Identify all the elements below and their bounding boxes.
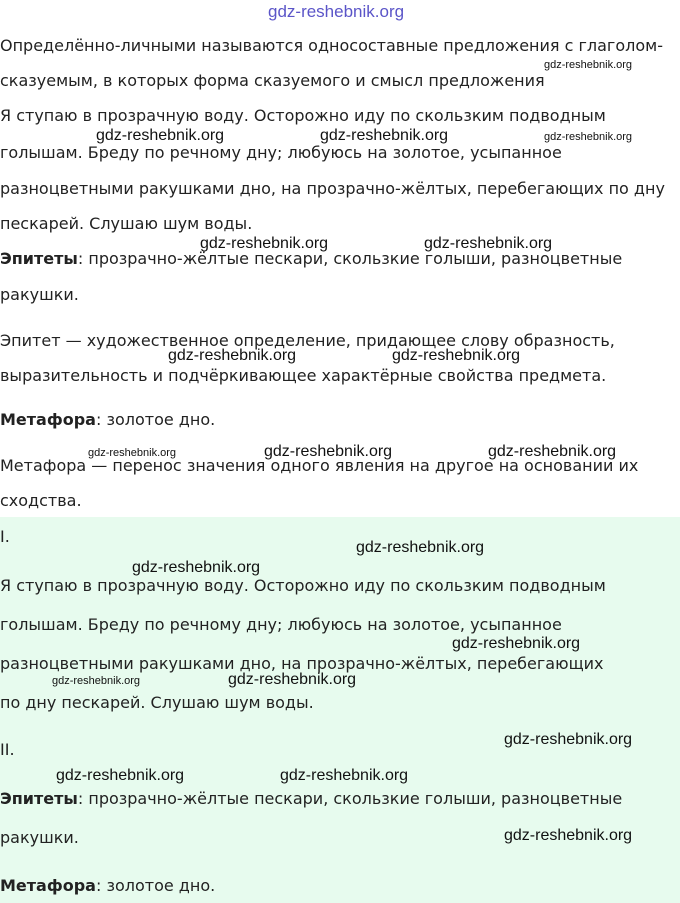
text-line-4: пескарей. Слушаю шум воды.: [0, 214, 253, 233]
text-line-1: Я ступаю в прозрачную воду. Осторожно иду по скользким подводным: [0, 106, 606, 125]
watermark: gdz-reshebnik.org: [504, 731, 633, 748]
watermark: gdz-reshebnik.org: [392, 347, 521, 364]
metaphor-definition-line-1: Метафора — перенос значения одного явления на другое на основании их: [0, 456, 639, 475]
definition-line-2: сказуемым, в которых форма сказуемого и смысл предложения: [0, 71, 545, 90]
metaphor-line: [0, 410, 215, 430]
answer-epithets-text: : прозрачно-жёлтые пескари, скользкие голыши, разноцветные: [77, 789, 623, 808]
answer-metaphor-label: Метафора: [0, 876, 96, 895]
watermark: gdz-reshebnik.org: [200, 235, 329, 252]
epithets-line-2: ракушки.: [0, 285, 79, 304]
watermark: gdz-reshebnik.org: [264, 443, 393, 460]
watermark: gdz-reshebnik.org: [356, 539, 485, 556]
answer-text-line-2: голышам. Бреду по речному дну; любуюсь на золотое, усыпанное: [0, 615, 562, 634]
epithets-text: : прозрачно-жёлтые пескари, скользкие голыши, разноцветные: [77, 249, 623, 268]
watermark: gdz-reshebnik.org: [56, 767, 185, 784]
definition-line-1: Определённо-личными называются односоставные предложения с глаголом-: [0, 36, 663, 55]
epithet-definition-line-1: Эпитет — художественное определение, придающее слову образность,: [0, 331, 615, 350]
watermark: gdz-reshebnik.org: [320, 127, 449, 144]
answer-text-line-3: разноцветными ракушками дно, на прозрачно-жёлтых, перебегающих: [0, 654, 604, 673]
answer-metaphor-line: [0, 876, 215, 896]
watermark: gdz-reshebnik.org: [88, 447, 177, 459]
watermark: gdz-reshebnik.org: [280, 767, 409, 784]
answer-epithets-line-2: ракушки.: [0, 828, 79, 847]
watermark: gdz-reshebnik.org: [132, 559, 261, 576]
epithets-label: Эпитеты: [0, 249, 78, 268]
roman-numeral-2: II.: [0, 740, 15, 759]
metaphor-label: Метафора: [0, 410, 96, 429]
metaphor-text: : золотое дно.: [95, 410, 216, 429]
epithet-definition-line-2: выразительность и подчёркивающее характёрные свойства предмета.: [0, 366, 607, 385]
answer-text-line-1: Я ступаю в прозрачную воду. Осторожно иду по скользким подводным: [0, 576, 606, 595]
watermark: gdz-reshebnik.org: [168, 347, 297, 364]
watermark: gdz-reshebnik.org: [504, 827, 633, 844]
watermark: gdz-reshebnik.org: [544, 59, 633, 71]
watermark: gdz-reshebnik.org: [96, 127, 225, 144]
answer-metaphor-text: : золотое дно.: [95, 876, 216, 895]
answer-text-line-4: по дну пескарей. Слушаю шум воды.: [0, 693, 314, 712]
watermark: gdz-reshebnik.org: [488, 443, 617, 460]
answer-epithets-label: Эпитеты: [0, 789, 78, 808]
watermark: gdz-reshebnik.org: [452, 635, 581, 652]
roman-numeral-1: I.: [0, 527, 10, 546]
text-line-3: разноцветными ракушками дно, на прозрачно-жёлтых, перебегающих по дну: [0, 179, 665, 198]
metaphor-definition-line-2: сходства.: [0, 491, 82, 510]
watermark: gdz-reshebnik.org: [228, 671, 357, 688]
watermark: gdz-reshebnik.org: [424, 235, 553, 252]
answer-epithets-line-1: [0, 789, 622, 809]
header-watermark: gdz-reshebnik.org: [268, 2, 405, 21]
watermark: gdz-reshebnik.org: [544, 131, 633, 143]
watermark: gdz-reshebnik.org: [52, 675, 141, 687]
text-line-2: голышам. Бреду по речному дну; любуюсь на золотое, усыпанное: [0, 143, 562, 162]
